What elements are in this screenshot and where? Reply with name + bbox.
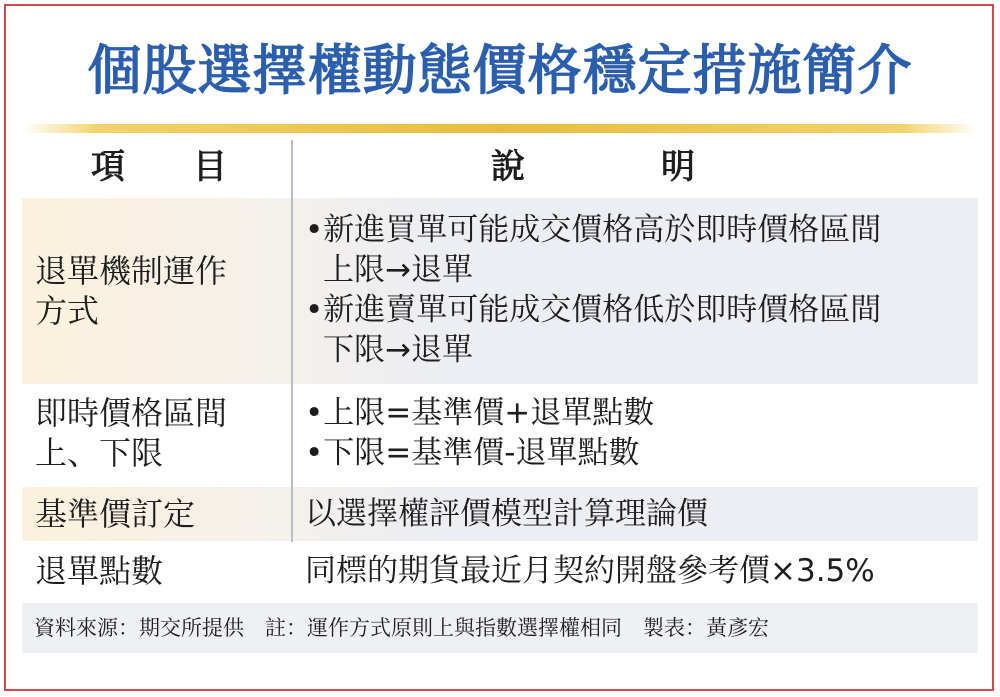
page-title: 個股選擇權動態價格穩定措施簡介 <box>87 39 913 102</box>
row-3-description: 以選擇權評價模型計算理論價 <box>305 496 708 532</box>
row-1-item-line-2: 方式 <box>35 292 100 330</box>
title-underline <box>22 124 978 133</box>
row-2-item-line-1: 即時價格區間 <box>35 394 228 432</box>
row-1-bullet-1: •新進買單可能成交價格高於即時價格區間 <box>305 212 882 248</box>
row-3-item: 基準價訂定 <box>35 495 196 533</box>
row-4-description: 同標的期貨最近月契約開盤參考價×3.5% <box>305 553 875 589</box>
row-1-description <box>305 210 881 370</box>
row-2-item <box>35 393 227 473</box>
column-divider <box>291 140 293 542</box>
column-header-item: 項 目 <box>91 147 227 187</box>
column-header-description: 說 明 <box>491 147 695 187</box>
row-2-item-line-2: 上、下限 <box>35 434 164 472</box>
row-1-item <box>35 251 227 331</box>
row-1-bullet-2: •新進賣單可能成交價格低於即時價格區間 <box>305 292 882 328</box>
row-2-bullet-2: •下限=基準價-退單點數 <box>305 435 640 471</box>
row-1-bullet-1-continuation: 上限→退單 <box>323 252 473 288</box>
source-note: 資料來源：期交所提供 註：運作方式原則上與指數選擇權相同 製表：黃彥宏 <box>34 616 769 640</box>
row-2-bullet-1: •上限=基準價+退單點數 <box>305 395 655 431</box>
row-2-description <box>305 393 654 473</box>
row-4-item: 退單點數 <box>35 552 164 590</box>
row-1-item-line-1: 退單機制運作 <box>35 252 228 290</box>
row-1-bullet-2-continuation: 下限→退單 <box>323 332 473 368</box>
